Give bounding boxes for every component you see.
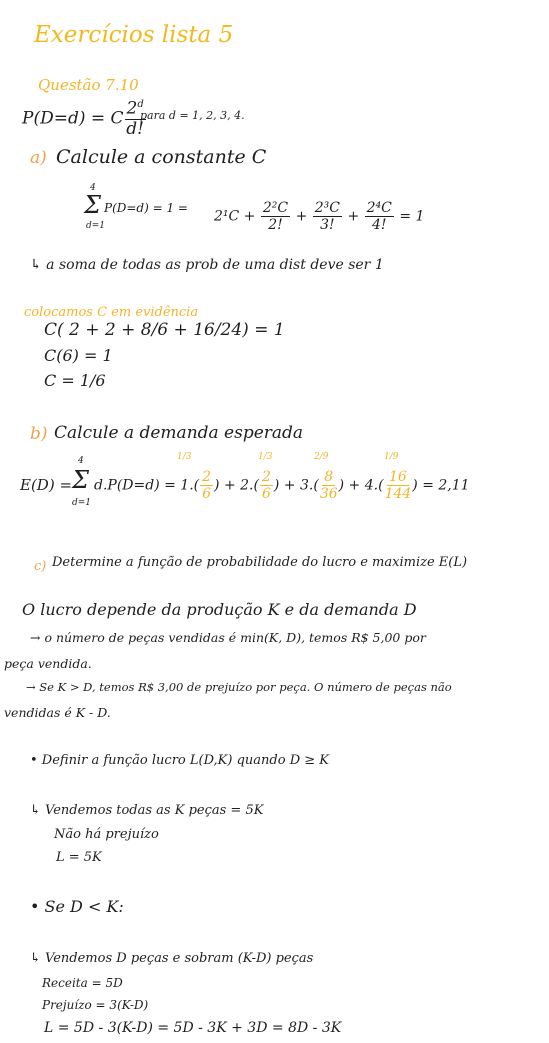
ed-frac1-num: 2 — [202, 469, 212, 485]
ed-frac4 — [385, 470, 412, 501]
expected-demand-lhs: E(D) = — [20, 476, 73, 494]
pmf-denominator: d! — [126, 118, 144, 139]
sum1-term2-den: 2! — [268, 217, 283, 233]
sum1-term2-num: 2²C — [262, 200, 289, 216]
sum1-lower: d=1 — [86, 221, 106, 231]
ed-frac2-den: 6 — [261, 486, 271, 502]
pmf-lhs: P(D=d) = C — [22, 108, 124, 129]
expected-demand-expression — [94, 470, 470, 501]
annotation-4: 1/9 — [384, 452, 399, 462]
ed-expr-end: ) = 2,11 — [412, 477, 470, 494]
annotation-2: 1/3 — [258, 452, 273, 462]
part-c-text: Determine a função de probabilidade do lucro e maximize E(L) — [52, 555, 468, 570]
no-loss-line: Não há prejuízo — [54, 827, 159, 842]
sum1-term1: 2¹C + — [214, 208, 256, 225]
profit-line-4: → Se K > D, temos R$ 3,00 de prejuízo por peça. O número de peças não — [26, 680, 452, 694]
sum1-upper: 4 — [90, 183, 96, 193]
ed-expr-2: ) + 2.( — [214, 477, 259, 494]
ed-frac3 — [320, 470, 338, 501]
case-d-less-k: • Se D < K: — [30, 897, 124, 916]
loss-line: Prejuízo = 3(K-D) — [42, 998, 149, 1012]
ed-frac3-den: 36 — [319, 486, 338, 502]
ed-frac4-num: 16 — [389, 469, 407, 485]
part-b-label: b) — [30, 424, 48, 444]
part-b-text: Calcule a demanda esperada — [54, 423, 304, 443]
ed-frac1-den: 6 — [202, 486, 212, 502]
equation-c1: C( 2 + 2 + 8/6 + 16/24) = 1 — [44, 320, 285, 340]
profit-line-2: → o número de peças vendidas é min(K, D), temos R$ 5,00 por — [30, 630, 426, 645]
part-c-label: c) — [34, 559, 47, 574]
sold-d-line: ↳ Vendemos D peças e sobram (K-D) peças — [30, 951, 314, 966]
profit-line-5: vendidas é K - D. — [4, 705, 111, 720]
sum1-term3-num: 2³C — [314, 200, 340, 216]
pmf-definition — [22, 100, 147, 138]
sum1-term2 — [261, 201, 290, 232]
profit-intro: O lucro depende da produção K e da demanda D — [22, 600, 417, 619]
pmf-numerator: 2 — [126, 98, 138, 119]
sold-all-line: ↳ Vendemos todas as K peças = 5K — [30, 803, 264, 818]
ed-frac1 — [200, 470, 213, 501]
sum1-plus2: + — [347, 208, 360, 225]
part-a-label: a) — [30, 148, 47, 168]
sum1-equals: = 1 — [399, 208, 425, 225]
pmf-exponent: d — [137, 99, 144, 110]
ed-sigma-symbol: Σ — [72, 466, 89, 494]
equation-c3: C = 1/6 — [44, 371, 106, 390]
sum1-term3 — [313, 201, 342, 232]
page-title: Exercícios lista 5 — [34, 22, 234, 48]
final-profit-line: L = 5D - 3(K-D) = 5D - 3K + 3D = 8D - 3K — [44, 1020, 342, 1036]
ed-expr-3: ) + 3.( — [273, 477, 319, 494]
revenue-line: Receita = 5D — [42, 976, 123, 990]
sum1-terms — [214, 201, 424, 232]
sum1-term4-den: 4! — [371, 217, 387, 233]
profit-5k-line: L = 5K — [56, 850, 102, 865]
note-sum-probabilities: ↳ a soma de todas as prob de uma dist deve ser 1 — [30, 257, 384, 273]
question-heading: Questão 7.10 — [38, 76, 139, 94]
evidence-heading: colocamos C em evidência — [24, 305, 199, 320]
ed-sum-lower: d=1 — [72, 498, 92, 508]
ed-expr-start: d.P(D=d) = 1.( — [94, 477, 200, 494]
ed-frac2 — [260, 470, 273, 501]
annotation-3: 2/9 — [314, 452, 329, 462]
equation-c2: C(6) = 1 — [44, 346, 113, 365]
annotation-1: 1/3 — [177, 452, 192, 462]
part-a-text: Calcule a constante C — [56, 146, 267, 168]
sum1-plus: + — [295, 208, 308, 225]
sum1-term3-den: 3! — [320, 217, 335, 233]
ed-sum-upper: 4 — [78, 456, 84, 466]
define-profit-function: • Definir a função lucro L(D,K) quando D ≥ K — [30, 753, 329, 768]
profit-line-3: peça vendida. — [4, 656, 92, 671]
sum1-term4-num: 2⁴C — [366, 200, 392, 216]
ed-frac4-den: 144 — [384, 486, 412, 502]
sigma-symbol: Σ — [84, 191, 101, 219]
ed-frac2-num: 2 — [261, 469, 271, 485]
sum1-term4 — [365, 201, 394, 232]
ed-frac3-num: 8 — [324, 469, 334, 485]
pmf-domain: para d = 1, 2, 3, 4. — [140, 109, 245, 122]
sum1-expression: P(D=d) = 1 = — [104, 201, 188, 215]
ed-expr-4: ) + 4.( — [338, 477, 384, 494]
